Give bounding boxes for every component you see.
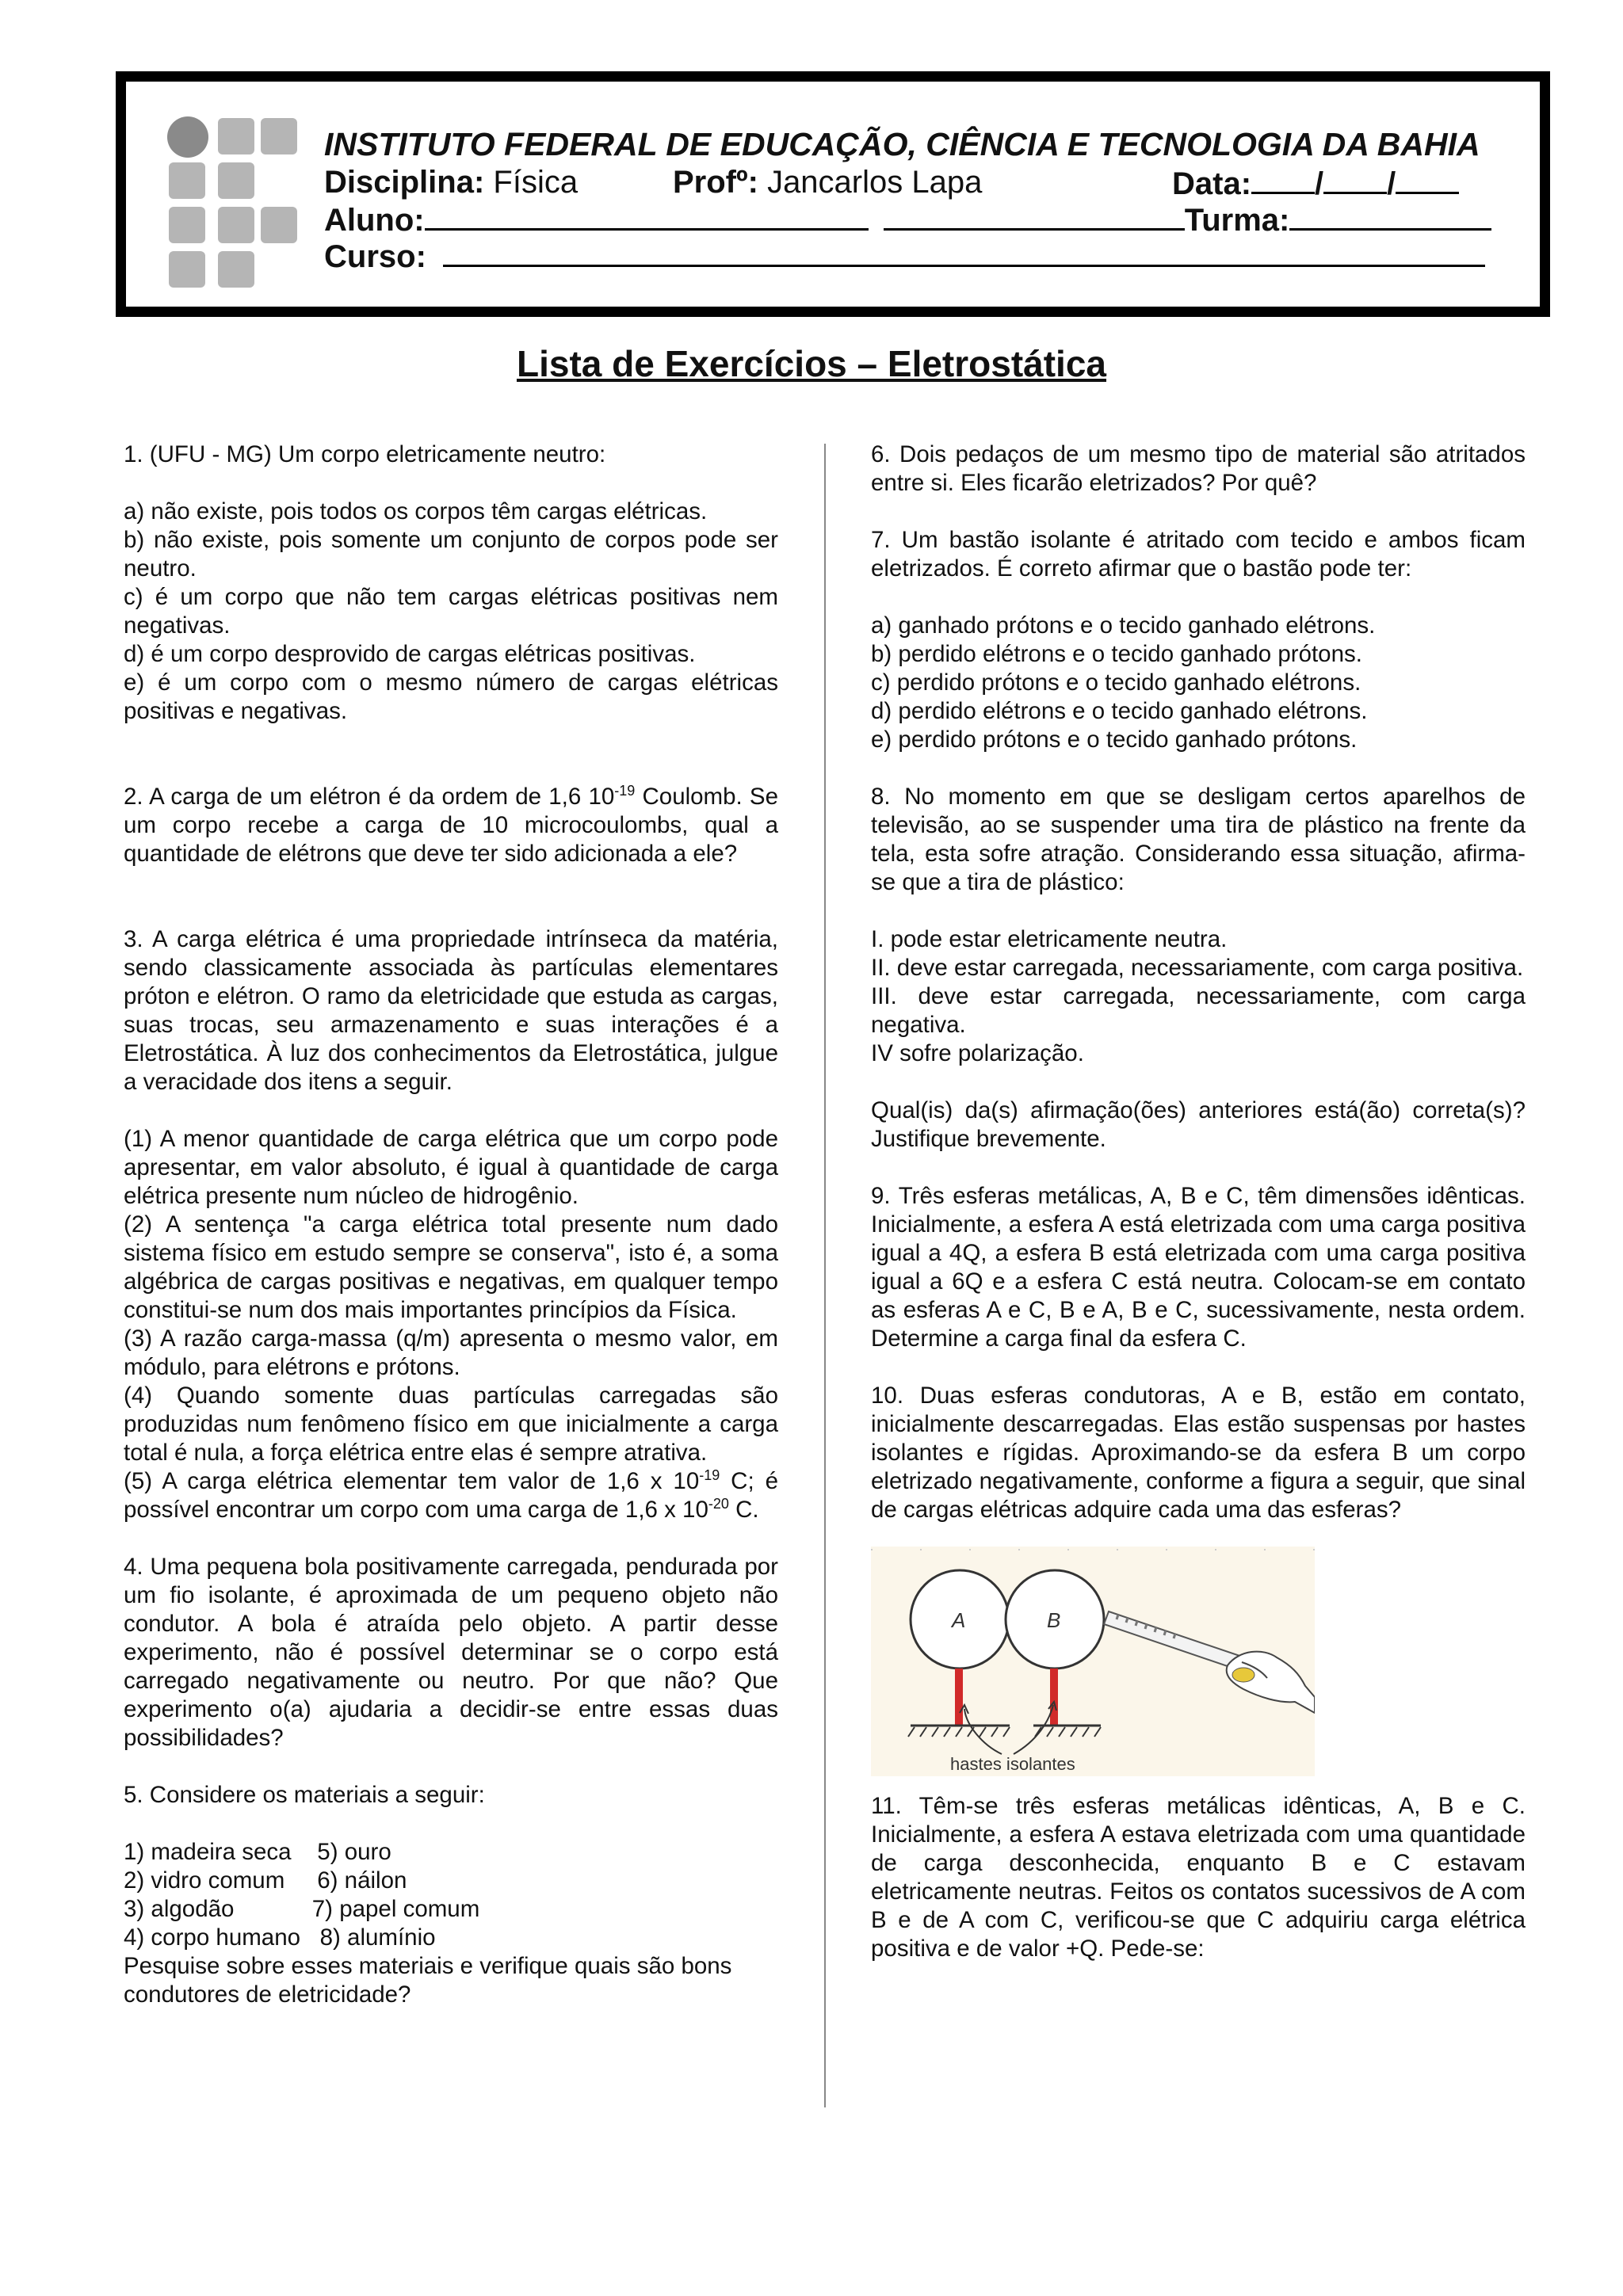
discipline-row	[324, 163, 1529, 200]
q8-item-iv: IV sofre polarização.	[871, 1040, 1084, 1066]
course-row	[324, 236, 1529, 273]
student-row	[324, 200, 1529, 236]
q3-item-1: (1) A menor quantidade de carga elétrica que um corpo pode apresentar, em valor absoluto, é igual à quantidade de carga elétrica presente num núcleo de hidrogênio.	[124, 1126, 778, 1209]
q8-question: Qual(is) da(s) afirmação(ões) anteriores está(ão) correta(s)? Justifique brevemente.	[871, 1097, 1526, 1152]
q7-option-d: d) perdido elétrons e o tecido ganhado elétrons.	[871, 698, 1368, 724]
q8-item-ii: II. deve estar carregada, necessariamente, com carga positiva.	[871, 955, 1524, 981]
spheres-figure	[871, 1547, 1315, 1776]
q2-text: 2. A carga de um elétron é da ordem de 1,6 $10^{-19}$ Coulomb. Se um corpo recebe a carga de 10 microcoulombs, qual a quantidade de elétrons que deve ter sido adicionada a ele?	[124, 783, 778, 867]
q3-item-2: (2) A sentença "a carga elétrica total presente num dado sistema físico em estudo sempre se conserva", isto é, a soma algébrica de cargas positivas e negativas, em qualquer tempo constitui-se num dos mais importantes princípios da Física.	[124, 1211, 778, 1323]
q7-stem: 7. Um bastão isolante é atritado com tecido e ambos ficam eletrizados. É correto afirmar que o bastão pode ter:	[871, 527, 1526, 582]
class-field[interactable]	[1289, 200, 1491, 231]
q1-stem: 1. (UFU - MG) Um corpo eletricamente neutro:	[124, 441, 606, 467]
discipline-value: Física	[493, 165, 579, 200]
figure-caption: hastes isolantes	[950, 1754, 1075, 1774]
institute-logo	[166, 115, 300, 289]
q5-materials-row: 3) algodão 7) papel comum	[124, 1896, 480, 1922]
sphere-a-label: A	[952, 1608, 966, 1632]
date-month-field[interactable]	[1323, 163, 1387, 194]
discipline-label: Disciplina:	[324, 165, 485, 200]
q5-materials-row: 1) madeira seca 5) ouro	[124, 1839, 391, 1865]
q11-text: 11. Têm-se três esferas metálicas idênticas, A, B e C. Inicialmente, a esfera A estava eletrizada com uma quantidade de carga desconhecida, enquanto B e C estavam eletricamente neutras. Feitos os contatos sucessivos de A com B e de A com C, verificou-se que C adquiriu carga elétrica positiva e de valor +Q. Pede-se:	[871, 1793, 1526, 1962]
insulating-rod-a	[955, 1669, 963, 1726]
q5-materials-row: 4) corpo humano 8) alumínio	[124, 1924, 436, 1951]
q8-item-iii: III. deve estar carregada, necessariamente, com carga negativa.	[871, 983, 1526, 1038]
q1-option-c: c) é um corpo que não tem cargas elétricas positivas nem negativas.	[124, 584, 778, 639]
q6-text: 6. Dois pedaços de um mesmo tipo de material são atritados entre si. Eles ficarão eletrizados? Por quê?	[871, 441, 1526, 496]
header-box	[116, 71, 1550, 317]
q9-text: 9. Três esferas metálicas, A, B e C, têm dimensões idênticas. Inicialmente, a esfera A está eletrizada com uma carga positiva igual a 4Q, a esfera B está eletrizada com uma carga positiva igual a 6Q e a esfera C está neutra. Colocam-se em contato as esferas A e C, B e A, B e C, sucessivamente, nesta ordem. Determine a carga final da esfera C.	[871, 1183, 1526, 1352]
q8-stem: 8. No momento em que se desligam certos aparelhos de televisão, ao se suspender uma tira de plástico na frente da tela, esta sofre atração. Considerando essa situação, afirma-se que a tira de plástico:	[871, 784, 1526, 895]
q5-stem: 5. Considere os materiais a seguir:	[124, 1782, 485, 1808]
q1-option-a: a) não existe, pois todos os corpos têm cargas elétricas.	[124, 498, 708, 524]
insulating-rod-b	[1050, 1669, 1058, 1726]
date-year-field[interactable]	[1396, 163, 1459, 194]
q7-option-a: a) ganhado prótons e o tecido ganhado elétrons.	[871, 612, 1376, 639]
q1-option-b: b) não existe, pois somente um conjunto de corpos pode ser neutro.	[124, 527, 778, 582]
date-separator: /	[1387, 166, 1396, 201]
course-field[interactable]	[443, 236, 1485, 267]
class-label: Turma:	[1184, 203, 1290, 238]
q3-stem: 3. A carga elétrica é uma propriedade intrínseca da matéria, sendo classicamente associada às partículas elementares próton e elétron. O ramo da eletricidade que estuda as cargas, suas trocas, seu armazenamento e suas interações é a Eletrostática. À luz dos conhecimentos da Eletrostática, julgue a veracidade dos itens a seguir.	[124, 926, 778, 1095]
q5-closing: Pesquise sobre esses materiais e verifique quais são bons condutores de eletricidade?	[124, 1953, 732, 2008]
teacher-value: Jancarlos Lapa	[767, 165, 983, 200]
q3-item-3: (3) A razão carga-massa (q/m) apresenta o mesmo valor, em módulo, para elétrons e prótons.	[124, 1325, 778, 1380]
q8-item-i: I. pode estar eletricamente neutra.	[871, 926, 1228, 952]
q7-option-c: c) perdido prótons e o tecido ganhado elétrons.	[871, 669, 1361, 696]
column-divider	[824, 444, 826, 2107]
date-separator: /	[1315, 166, 1324, 201]
q3-item-5: (5) A carga elétrica elementar tem valor de 1,6 x $10^{-19}$ C; é possível encontrar um corpo com uma carga de 1,6 x $10^{-20}$ C.	[124, 1467, 778, 1523]
q3-item-4: (4) Quando somente duas partículas carregadas são produzidas num fenômeno físico em que inicialmente a carga total é nula, a força elétrica entre elas é sempre atrativa.	[124, 1383, 778, 1466]
course-label: Curso:	[324, 239, 426, 274]
teacher-label: Profº:	[673, 165, 758, 200]
q1-option-d: d) é um corpo desprovido de cargas elétricas positivas.	[124, 641, 696, 667]
q4-text: 4. Uma pequena bola positivamente carregada, pendurada por um fio isolante, é aproximada de um pequeno objeto não condutor. A bola é atraída pelo objeto. A partir desse experimento, não é possível determinar se o corpo está carregado negativamente ou neutro. Por que não? Que experimento o(a) ajudaria a decidir-se entre essas duas possibilidades?	[124, 1554, 778, 1751]
q1-option-e: e) é um corpo com o mesmo número de cargas elétricas positivas e negativas.	[124, 669, 778, 724]
student-name-field[interactable]	[425, 200, 869, 231]
q7-option-b: b) perdido elétrons e o tecido ganhado prótons.	[871, 641, 1362, 667]
page-title: Lista de Exercícios – Eletrostática	[516, 343, 1107, 384]
date-label: Data:	[1172, 166, 1252, 201]
institution-name: INSTITUTO FEDERAL DE EDUCAÇÃO, CIÊNCIA E TECNOLOGIA DA BAHIA	[324, 126, 1480, 162]
q10-text: 10. Duas esferas condutoras, A e B, estão em contato, inicialmente descarregadas. Elas estão suspensas por hastes isolantes e rígidas. Aproximando-se da esfera B um corpo eletrizado negativamente, conforme a figura a seguir, que sinal de cargas elétricas adquire cada uma das esferas?	[871, 1383, 1526, 1523]
left-column	[124, 441, 778, 2009]
q7-option-e: e) perdido prótons e o tecido ganhado prótons.	[871, 727, 1358, 753]
student-name-field-2[interactable]	[884, 200, 1185, 231]
student-label: Aluno:	[324, 203, 425, 238]
q5-materials-row: 2) vidro comum 6) náilon	[124, 1867, 407, 1894]
sphere-b-label: B	[1047, 1608, 1061, 1632]
date-day-field[interactable]	[1251, 163, 1315, 194]
right-column	[871, 441, 1526, 1963]
